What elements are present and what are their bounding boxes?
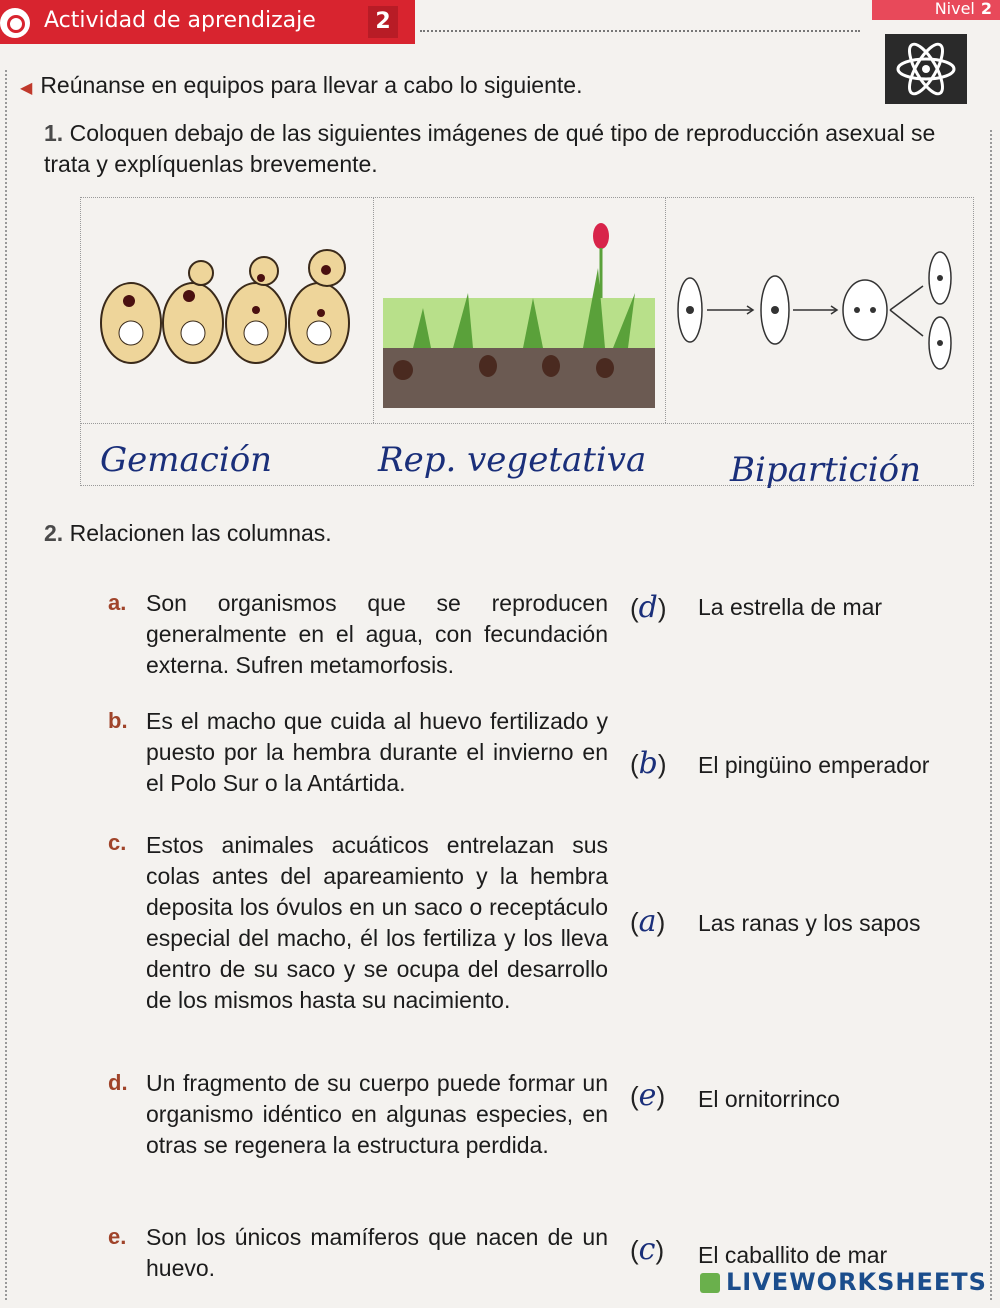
budding-image xyxy=(81,198,374,423)
item-d-answer-box[interactable]: (e) xyxy=(630,1078,666,1113)
item-e-answer[interactable]: c xyxy=(638,1232,656,1267)
activity-title: Actividad de aprendizaje xyxy=(44,8,316,33)
item-d-answer[interactable]: e xyxy=(638,1078,657,1113)
right-option-5: El caballito de mar xyxy=(698,1242,888,1268)
right-option-3: Las ranas y los sapos xyxy=(698,910,921,936)
answer-field-3[interactable]: Bipartición xyxy=(730,450,921,490)
item-c-answer-box[interactable]: (a) xyxy=(630,904,666,939)
target-icon xyxy=(0,8,30,38)
liveworksheets-watermark xyxy=(700,1268,987,1296)
level-badge xyxy=(872,0,1000,20)
vegetative-image xyxy=(373,198,666,423)
item-e-answer-box[interactable]: (c) xyxy=(630,1232,665,1267)
question-2-number: 2. xyxy=(44,520,64,546)
intro-line xyxy=(20,70,582,104)
question-1 xyxy=(44,118,984,180)
item-c-text: Estos animales acuáticos entrelazan sus colas antes del apareamiento y la hembra deposita los óvulos en un saco o receptáculo especial del macho, él los fertiliza y los lleva dentro de su saco y se ocupa del desarrollo de los mismos hasta su nacimiento. xyxy=(146,832,608,1013)
right-option-1: La estrella de mar xyxy=(698,594,883,620)
header-divider xyxy=(420,30,860,32)
binary-fission-image xyxy=(665,198,971,423)
item-d-letter: d. xyxy=(108,1070,128,1095)
activity-number: 2 xyxy=(368,6,398,38)
item-a-letter: a. xyxy=(108,590,127,615)
item-c-letter: c. xyxy=(108,830,127,855)
question-1-text: Coloquen debajo de las siguientes imágenes de qué tipo de reproducción asexual se trata y explíquenlas brevemente. xyxy=(44,120,936,177)
intro-text: Reúnanse en equipos para llevar a cabo lo siguiente. xyxy=(40,72,583,98)
item-a-answer-box[interactable]: (d) xyxy=(630,590,667,625)
item-b-text: Es el macho que cuida al huevo fertilizado y puesto por la hembra durante el invierno en el Polo Sur o la Antártida. xyxy=(146,708,608,796)
atom-icon xyxy=(885,34,967,104)
item-b-answer[interactable]: b xyxy=(638,746,658,781)
item-b-answer-box[interactable]: (b) xyxy=(630,746,667,781)
left-margin-dots xyxy=(5,70,7,1300)
right-margin-dots xyxy=(990,130,992,1300)
answer-row-divider xyxy=(81,423,974,424)
right-option-2: El pingüino emperador xyxy=(698,752,930,778)
item-e-text: Son los únicos mamíferos que nacen de un huevo. xyxy=(146,1224,608,1281)
triangle-icon: ◀ xyxy=(20,80,33,97)
right-option-4: El ornitorrinco xyxy=(698,1086,840,1112)
item-b-letter: b. xyxy=(108,708,128,733)
item-a-answer[interactable]: d xyxy=(638,590,658,625)
item-e-letter: e. xyxy=(108,1224,127,1249)
question-2-text: Relacionen las columnas. xyxy=(69,520,332,546)
question-2 xyxy=(44,518,332,549)
answer-field-2[interactable]: Rep. vegetativa xyxy=(378,440,647,480)
level-label: Nivel xyxy=(934,0,975,18)
level-value: 2 xyxy=(980,0,992,18)
question-1-number: 1. xyxy=(44,120,64,146)
answer-field-1[interactable]: Gemación xyxy=(100,440,273,480)
item-d-text: Un fragmento de su cuerpo puede formar un organismo idéntico en algunas especies, en otras se regenera la estructura perdida. xyxy=(146,1070,608,1158)
liveworksheets-logo-icon xyxy=(700,1273,720,1293)
watermark-text: LIVEWORKSHEETS xyxy=(726,1268,987,1296)
item-a-text: Son organismos que se reproducen generalmente en el agua, con fecundación externa. Sufren metamorfosis. xyxy=(146,590,608,678)
item-c-answer[interactable]: a xyxy=(638,904,657,939)
